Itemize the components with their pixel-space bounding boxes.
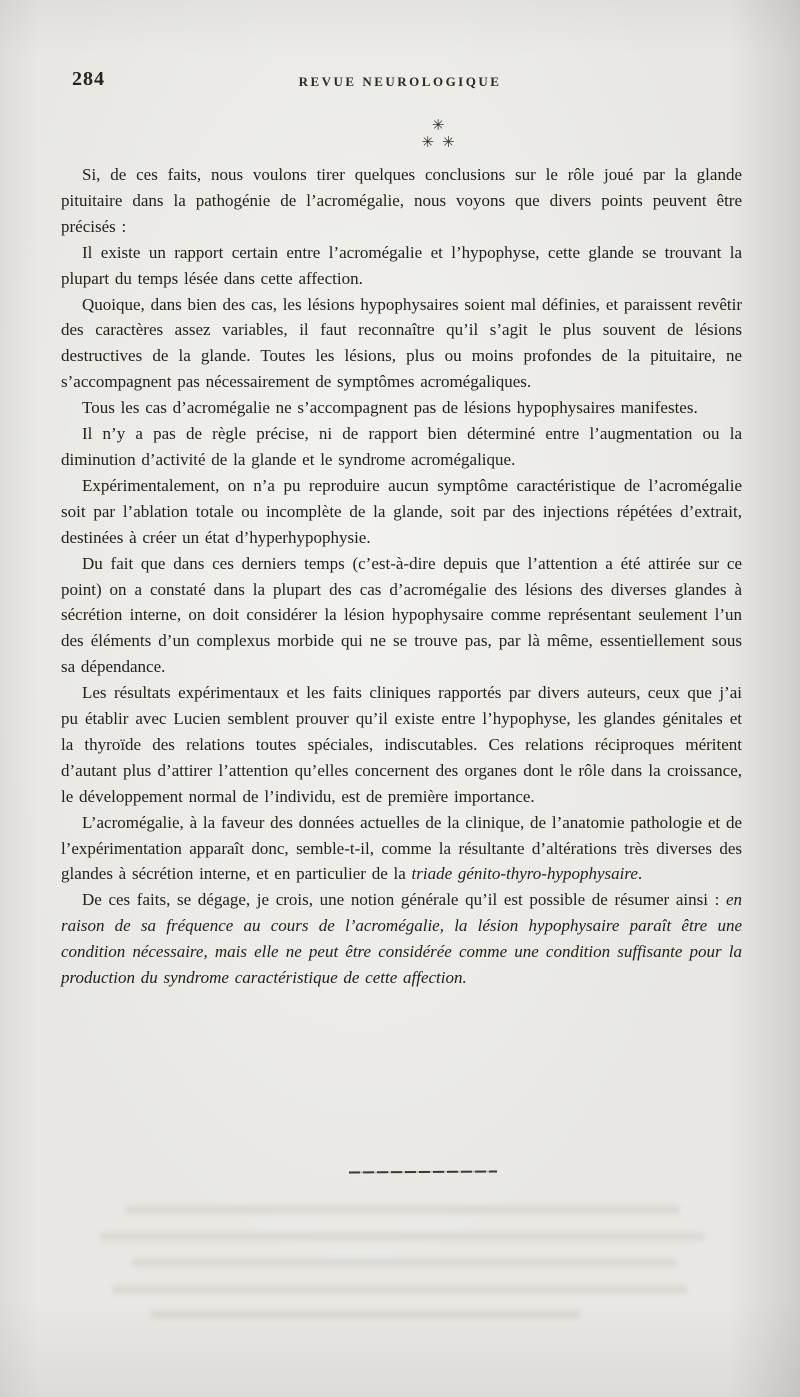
text-run: Quoique, dans bien des cas, les lésions hypophysaires soient mal définies, et paraissent revêtir des caractères assez variables, il faut reconnaître qu’il s’agit le plus souvent de lésions destructives de la glande. Toutes les lésions, plus ou moins profondes de la pituitaire, ne s’accompagnent pas nécessairement de symptômes acromégaliques. [61, 294, 742, 392]
journal-running-head: REVUE NEUROLOGIQUE [298, 74, 502, 89]
text-run: . [637, 864, 643, 884]
italic-text-run: triade génito-thyro-hypophysaire [411, 864, 638, 884]
bleed-through-line [125, 1206, 680, 1213]
asterisk-icon: ✳ [431, 116, 445, 134]
bleed-through-line [150, 1311, 580, 1318]
paragraph [61, 810, 742, 888]
body-text [61, 162, 742, 991]
paragraph [61, 240, 742, 292]
asterisk-icon: ✳ [421, 133, 442, 151]
paragraph [61, 887, 742, 991]
text-run: L’acromégalie, à la faveur des données actuelles de la clinique, de l’anatomie pathologie et de l’expérimentation apparaît donc, semble-t-il, comme la résultante d’altérations très diverses des glandes à sécrétion interne, et en particulier de la [61, 812, 742, 884]
bleed-through-line [132, 1259, 677, 1266]
asterisk-icon: ✳ [442, 133, 463, 151]
text-run: Il existe un rapport certain entre l’acromégalie et l’hypophyse, cette glande se trouvant la plupart du temps lésée dans cette affection. [61, 242, 742, 288]
paragraph [61, 162, 742, 240]
page-number: 284 [72, 68, 105, 90]
text-run: Si, de ces faits, nous voulons tirer quelques conclusions sur le rôle joué par la glande pituitaire dans la pathogénie de l’acromégalie, nous voyons que divers points peuvent être précisés : [61, 165, 742, 236]
italic-text-run: en raison de sa fréquence au cours de l’acromégalie, la lésion hypophysaire paraît être une condition nécessaire, mais elle ne peut être considérée comme une condition suffisante pour la production du syndrome caractéristique de cette affection. [61, 890, 742, 988]
bleed-through-line [100, 1233, 705, 1240]
paragraph [61, 551, 742, 681]
text-run: Les résultats expérimentaux et les faits cliniques rapportés par divers auteurs, ceux que j’ai pu établir avec Lucien semblent prouver qu’il existe entre l’hypophyse, les glandes génitales et la thyroïde des relations toutes spéciales, indiscutables. Ces relations réciproques méritent d’autant plus d’attirer l’attention qu’elles concernent des organes dont le rôle dans la croissance, le développement normal de l’individu, est de première importance. [61, 683, 742, 806]
text-run: Il n’y a pas de règle précise, ni de rapport bien déterminé entre l’augmentation ou la diminution d’activité de la glande et le syndrome acromégalique. [61, 424, 742, 469]
paragraph [61, 395, 742, 421]
asterism-separator [406, 118, 470, 151]
text-run: De ces faits, se dégage, je crois, une notion générale qu’il est possible de résumer ainsi : [82, 890, 726, 910]
paragraph [61, 421, 742, 473]
section-divider-rule [349, 1170, 497, 1173]
paragraph [61, 292, 742, 396]
paragraph [61, 680, 742, 810]
paragraph [61, 473, 742, 551]
text-run: Tous les cas d’acromégalie ne s’accompagnent pas de lésions hypophysaires manifestes. [82, 398, 698, 418]
bleed-through-line [112, 1286, 687, 1293]
text-run: Expérimentalement, on n’a pu reproduire aucun symptôme caractéristique de l’acromégalie soit par l’ablation totale ou incomplète de la glande, soit par des injections répétées d’extrait, destinées à créer un état d’hyperhypophysie. [61, 475, 742, 547]
text-run: Du fait que dans ces derniers temps (c’est-à-dire depuis que l’attention a été attirée sur ce point) on a constaté dans la plupart des cas d’acromégalie des lésions des diverses glandes à sécrétion interne, on doit considérer la lésion hypophysaire comme représentant seulement l’un des éléments d’un complexus morbide qui ne se trouve pas, par là même, essentiellement sous sa dépendance. [61, 553, 742, 677]
